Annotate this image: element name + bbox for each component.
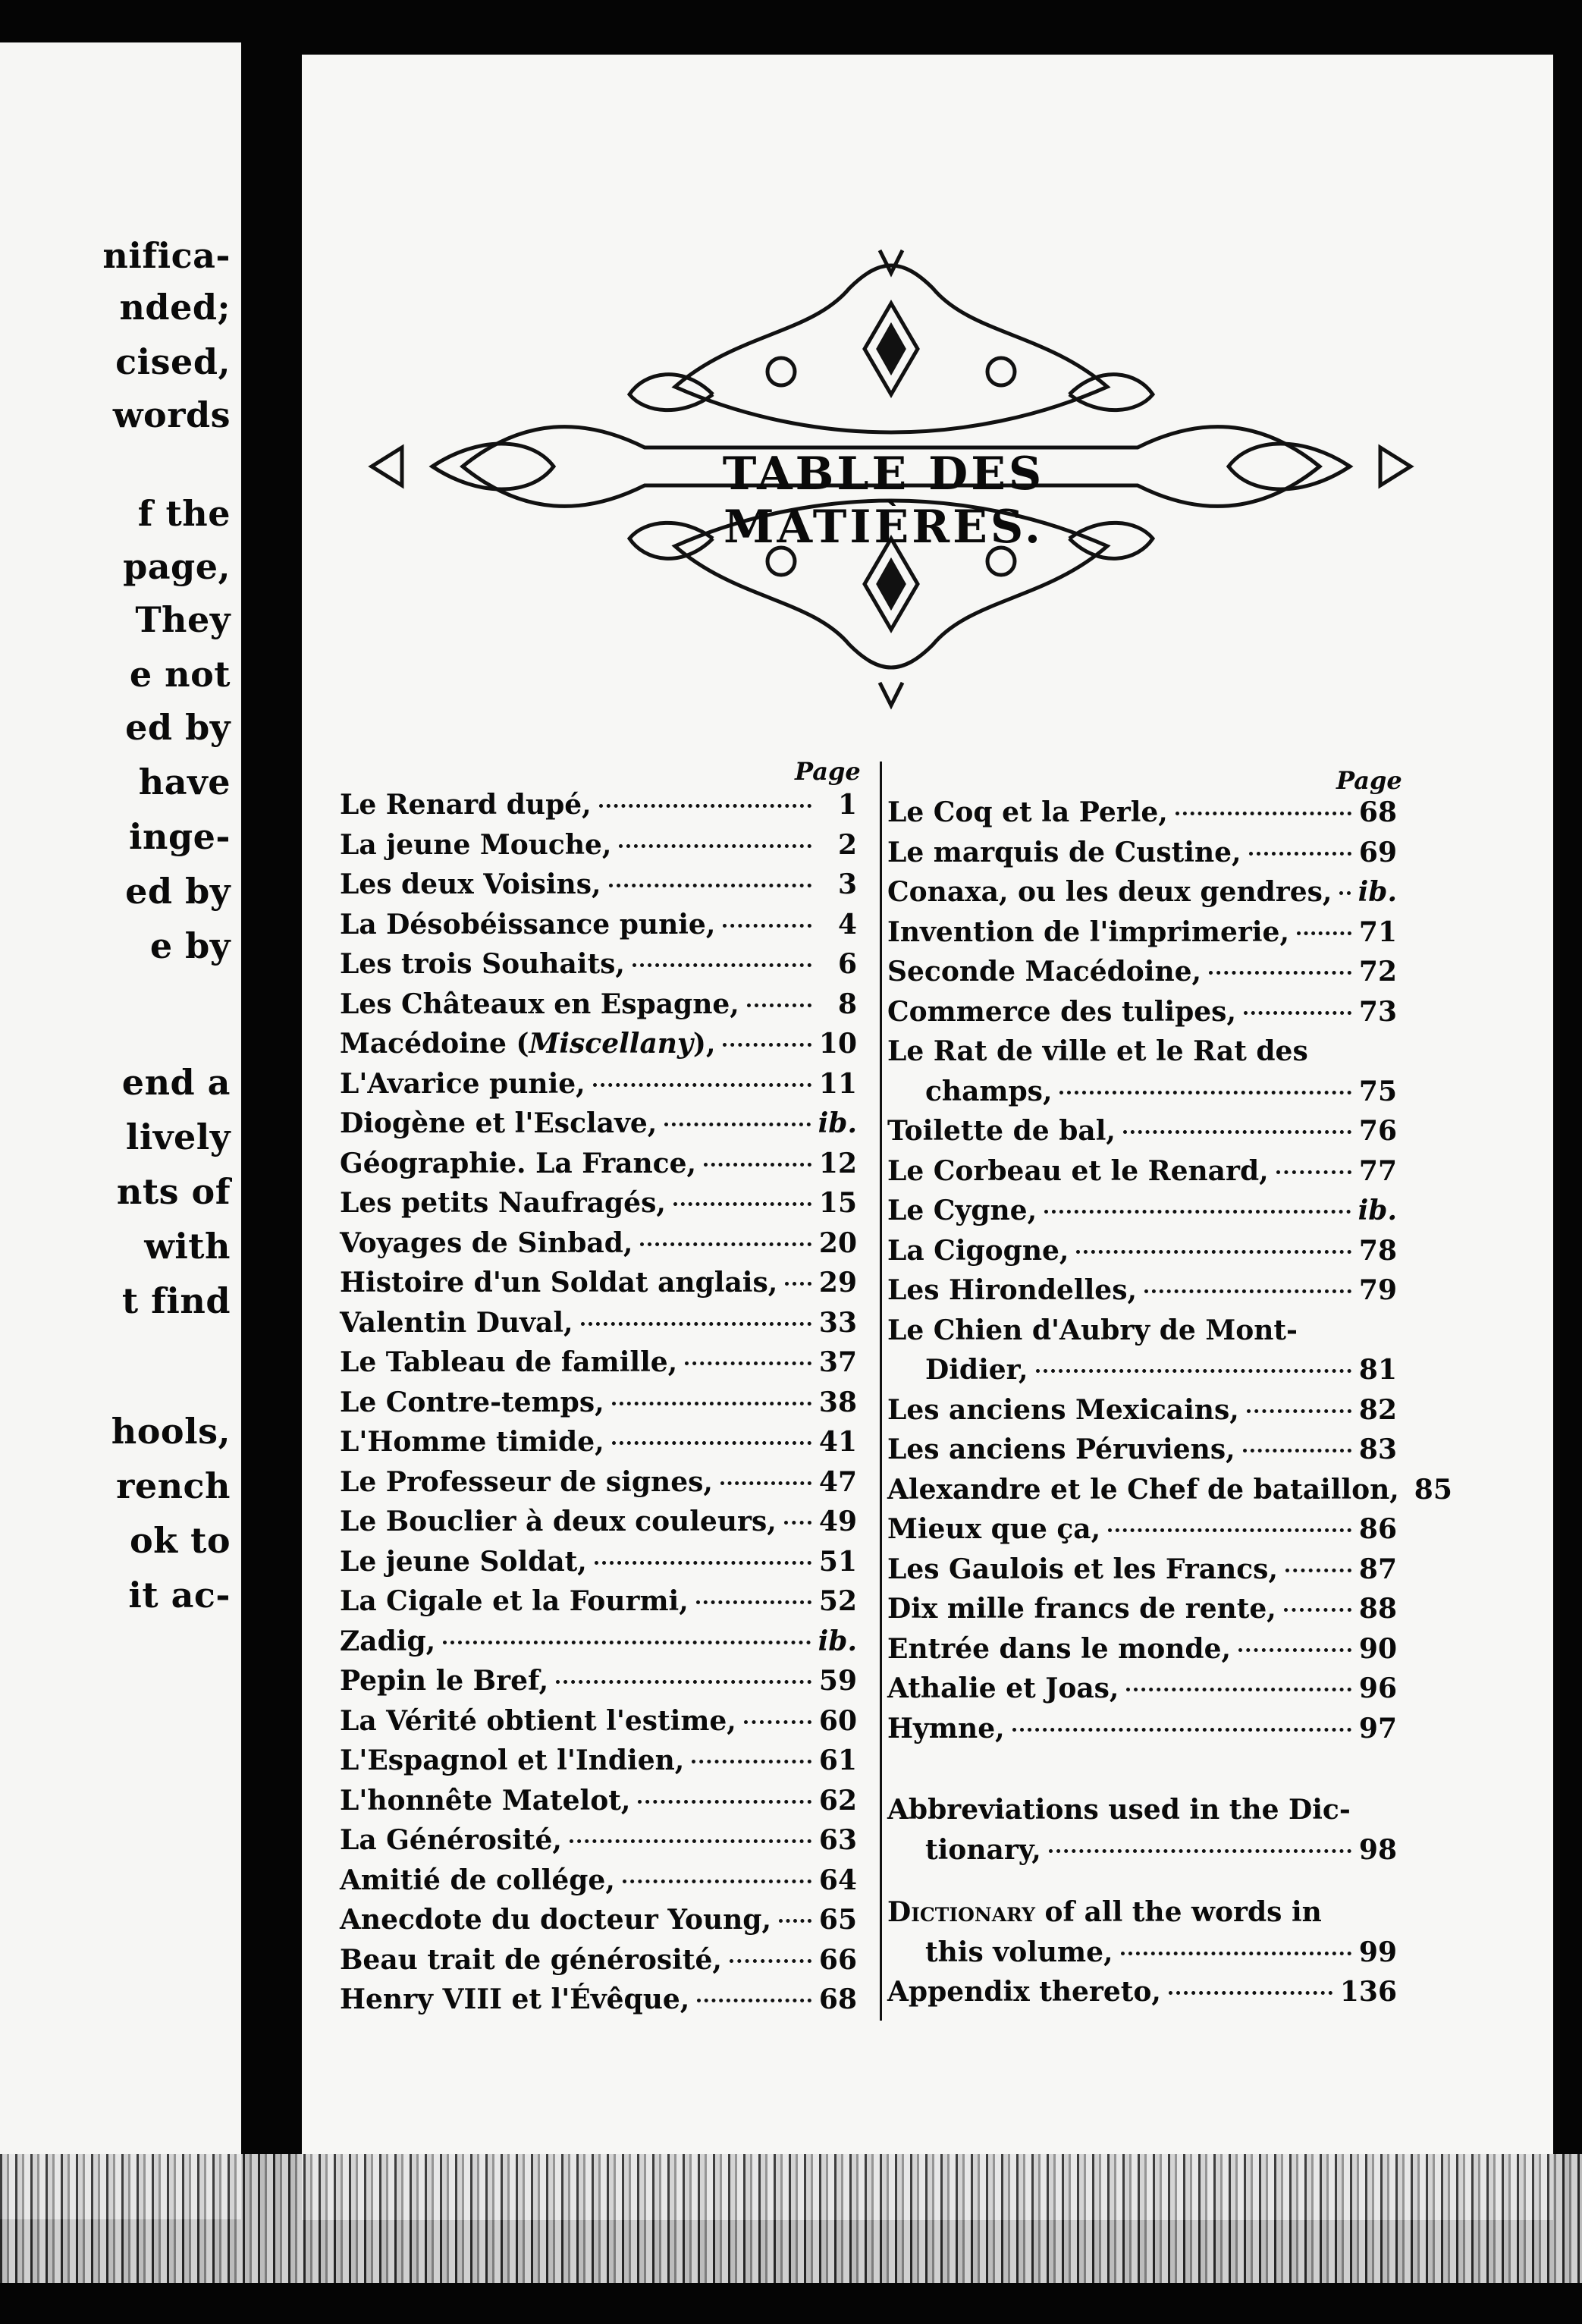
dot-leader	[1297, 931, 1351, 935]
toc-page-number: 96	[1358, 1672, 1397, 1704]
toc-entry	[340, 1466, 857, 1498]
toc-page-number: 2	[837, 828, 857, 861]
toc-entry	[887, 1593, 1397, 1625]
dot-leader	[673, 1202, 811, 1206]
dot-leader	[697, 1999, 811, 2002]
toc-page-number: ib.	[818, 1625, 857, 1657]
dot-leader	[704, 1163, 811, 1167]
facing-page-text-line: e by	[149, 925, 231, 966]
dot-leader	[1276, 1170, 1351, 1174]
facing-page-text-line: page,	[123, 546, 231, 587]
dot-leader	[1049, 1849, 1351, 1853]
toc-page-number: 15	[818, 1187, 857, 1219]
dot-leader	[1209, 971, 1351, 975]
dot-leader	[723, 1043, 811, 1047]
facing-page-text-line: lively	[125, 1116, 231, 1157]
toc-page-number: 47	[818, 1465, 857, 1498]
dot-leader	[570, 1839, 811, 1843]
toc-page-number: 79	[1358, 1274, 1397, 1306]
toc-entry	[340, 1625, 857, 1657]
toc-entry	[887, 1274, 1397, 1306]
toc-entry-title: Dix mille francs de rente,	[887, 1593, 1276, 1625]
toc-entry-title: L'honnête Matelot,	[340, 1784, 631, 1817]
facing-page-text-line: inge-	[129, 816, 231, 857]
dot-leader	[692, 1760, 811, 1763]
toc-entry-title: Diogène et l'Esclave,	[340, 1107, 658, 1139]
toc-entry-title: La Cigale et la Fourmi,	[340, 1585, 689, 1617]
facing-page-text-line: have	[138, 762, 231, 802]
toc-page-number: 62	[818, 1784, 857, 1817]
toc-entry-title: L'Homme timide,	[340, 1426, 604, 1458]
title-part: ),	[692, 1028, 716, 1060]
toc-entry-title: Mieux que ça,	[887, 1513, 1101, 1545]
facing-page-text-line: rench	[116, 1465, 231, 1506]
toc-entry	[925, 1834, 1397, 1866]
toc-entry	[887, 1394, 1397, 1426]
dot-leader	[443, 1641, 810, 1644]
dot-leader	[664, 1123, 810, 1126]
toc-page-number: 136	[1339, 1976, 1397, 2008]
toc-page-number: 41	[818, 1426, 857, 1458]
toc-entry	[340, 1585, 857, 1617]
facing-page-text-line: nts of	[116, 1171, 231, 1212]
toc-page-number: 97	[1358, 1712, 1397, 1745]
dot-leader	[638, 1800, 811, 1804]
toc-page-number: 73	[1358, 995, 1397, 1028]
page-gutter	[241, 0, 302, 2324]
toc-entry-title: La Générosité,	[340, 1824, 562, 1856]
toc-entry-title: Histoire d'un Soldat anglais,	[340, 1267, 778, 1299]
toc-page-number: 85	[1414, 1473, 1452, 1506]
toc-page-number: 83	[1358, 1434, 1397, 1465]
toc-entry	[340, 1387, 857, 1418]
toc-page-number: 86	[1358, 1513, 1397, 1545]
toc-entry-title: Les anciens Péruviens,	[887, 1434, 1235, 1465]
toc-page-number: 4	[837, 908, 857, 941]
dot-leader	[1285, 1569, 1351, 1572]
toc-page-number: 90	[1358, 1632, 1397, 1665]
toc-entry	[340, 789, 857, 821]
dot-leader	[593, 1083, 811, 1087]
toc-entry	[340, 1267, 857, 1299]
toc-entry	[887, 996, 1397, 1028]
title-part: Macédoine (	[340, 1028, 529, 1060]
toc-page-number: 64	[818, 1864, 857, 1896]
toc-entry	[340, 1227, 857, 1259]
facing-page-text-line: nifica-	[102, 235, 231, 276]
toc-entry	[887, 837, 1397, 868]
toc-page-number: ib.	[1358, 876, 1397, 908]
toc-page-number: 78	[1358, 1234, 1397, 1267]
toc-entry-title: Entrée dans le monde,	[887, 1632, 1232, 1665]
toc-entry	[340, 1665, 857, 1697]
toc-page-number: 76	[1358, 1115, 1397, 1147]
toc-page-number: 77	[1358, 1154, 1397, 1187]
toc-entry	[340, 948, 857, 980]
toc-entry	[340, 1107, 857, 1139]
toc-entry-title: Anecdote du docteur Young,	[340, 1904, 772, 1936]
scanner-edge	[0, 2154, 1582, 2283]
toc-entry-title: Beau trait de générosité,	[340, 1943, 722, 1976]
toc-page-number: 65	[818, 1904, 857, 1936]
toc-entry	[340, 1187, 857, 1219]
toc-entry-title: Le jeune Soldat,	[340, 1545, 587, 1578]
toc-entry-title: Le marquis de Custine,	[887, 836, 1241, 868]
toc-entry-title: Les trois Souhaits,	[340, 948, 625, 980]
toc-entry-title: Seconde Macédoine,	[887, 956, 1202, 988]
dot-leader	[1169, 1991, 1332, 1995]
dot-leader	[1036, 1369, 1351, 1373]
facing-page-text-line: it ac-	[128, 1575, 231, 1616]
title-italic-part: Miscellany	[529, 1028, 693, 1060]
dot-leader	[1339, 891, 1350, 895]
toc-page-number: 88	[1358, 1593, 1397, 1625]
toc-entry	[887, 1434, 1397, 1465]
toc-entry-title: this volume,	[925, 1936, 1113, 1968]
dot-leader	[612, 1441, 811, 1445]
toc-page-number: 52	[818, 1585, 857, 1617]
toc-entry	[887, 1115, 1397, 1147]
toc-entry	[340, 1824, 857, 1856]
toc-entry	[887, 1713, 1397, 1745]
facing-page-text-line: ed by	[125, 871, 231, 912]
toc-entry	[887, 1155, 1397, 1187]
toc-entry-title: Didier,	[925, 1354, 1028, 1386]
toc-entry	[340, 829, 857, 861]
toc-page-number: 8	[837, 988, 857, 1020]
toc-entry-title: Les Gaulois et les Francs,	[887, 1553, 1278, 1585]
dot-leader	[612, 1402, 811, 1405]
toc-entry	[925, 1076, 1397, 1107]
toc-entry-title: Le Tableau de famille,	[340, 1346, 678, 1378]
toc-entry-title: Le Renard dupé,	[340, 789, 592, 821]
column-divider	[880, 762, 882, 2021]
toc-entry-title: La Désobéissance punie,	[340, 908, 716, 941]
toc-entry	[340, 1426, 857, 1458]
toc-entry	[887, 1473, 1452, 1506]
dot-leader	[556, 1680, 811, 1684]
toc-entry	[340, 1346, 857, 1378]
toc-entry	[340, 1745, 857, 1776]
toc-entry-title: Le Coq et la Perle,	[887, 796, 1168, 828]
facing-page-text-line: They	[135, 599, 231, 640]
toc-entry-title: Hymne,	[887, 1712, 1005, 1745]
toc-page-number: 6	[837, 948, 857, 980]
toc-entry-title: Amitié de collége,	[340, 1864, 615, 1896]
toc-entry-title: Zadig,	[340, 1625, 436, 1657]
toc-entry-title: Commerce des tulipes,	[887, 995, 1236, 1028]
toc-entry-title: Pepin le Bref,	[340, 1665, 549, 1697]
dot-leader	[720, 1481, 811, 1485]
dot-leader	[1144, 1289, 1351, 1293]
toc-entry	[340, 1944, 857, 1976]
toc-entry-title: Alexandre et le Chef de bataillon,	[887, 1473, 1399, 1506]
toc-entry-title: Les Châteaux en Espagne,	[340, 988, 739, 1020]
toc-page-number: 12	[818, 1147, 857, 1179]
toc-page-number: 81	[1358, 1354, 1397, 1386]
dot-leader	[632, 963, 811, 967]
dot-leader	[1247, 1409, 1351, 1413]
toc-page-number: 98	[1358, 1833, 1397, 1866]
toc-entry	[887, 796, 1397, 828]
toc-page-number: 20	[818, 1226, 857, 1259]
toc-page-number: 82	[1358, 1393, 1397, 1426]
toc-entry	[887, 1553, 1397, 1585]
toc-entry-title: L'Avarice punie,	[340, 1067, 585, 1100]
toc-page-number: 68	[818, 1983, 857, 2015]
toc-page-number: 29	[818, 1267, 857, 1299]
toc-entry-title: Athalie et Joas,	[887, 1672, 1119, 1704]
dot-leader	[747, 1003, 811, 1007]
dot-leader	[1284, 1608, 1351, 1612]
toc-entry-title: Voyages de Sinbad,	[340, 1226, 633, 1259]
toc-page-number: 37	[818, 1346, 857, 1378]
toc-page-number: 3	[837, 868, 857, 900]
toc-entry-title: La Vérité obtient l'estime,	[340, 1704, 736, 1737]
dot-leader	[1243, 1449, 1351, 1452]
toc-entry-title-line	[887, 1896, 1322, 1928]
toc-page-number: 49	[818, 1506, 857, 1537]
dot-leader	[609, 884, 812, 887]
dot-leader	[581, 1322, 811, 1326]
toc-entry	[340, 1705, 857, 1737]
toc-entry	[340, 1506, 857, 1537]
toc-page-number: 51	[818, 1545, 857, 1578]
toc-entry	[340, 1546, 857, 1578]
toc-entry	[340, 1028, 857, 1060]
facing-page-text-line: cised,	[115, 341, 231, 382]
toc-entry-title: Géographie. La France,	[340, 1147, 697, 1179]
toc-page-number: 59	[818, 1665, 857, 1697]
toc-page-number: 75	[1358, 1075, 1397, 1107]
toc-entry-title: Les anciens Mexicains,	[887, 1393, 1239, 1426]
toc-entry-title: Le Cygne,	[887, 1195, 1037, 1226]
dot-leader	[1176, 812, 1351, 815]
toc-entry-title: Les deux Voisins,	[340, 868, 601, 900]
facing-page-text-line: ed by	[125, 707, 231, 748]
facing-page-text-line: end a	[121, 1062, 231, 1103]
title-smallcaps-part: Dictionary	[887, 1896, 1035, 1928]
toc-entry-title-line: Abbreviations used in the Dic-	[887, 1794, 1351, 1826]
toc-entry-title: Conaxa, ou les deux gendres,	[887, 876, 1332, 908]
toc-entry-title: tionary,	[925, 1833, 1041, 1866]
facing-page-text-line: hools,	[111, 1411, 231, 1452]
toc-page-number: 33	[818, 1306, 857, 1339]
left-column-page-header: Page	[795, 757, 861, 786]
toc-entry-title-line: Le Rat de ville et le Rat des	[887, 1035, 1308, 1067]
toc-entry	[887, 876, 1397, 908]
toc-page-number: 72	[1358, 956, 1397, 988]
dot-leader	[1121, 1952, 1351, 1955]
toc-page-number: 66	[818, 1943, 857, 1976]
dot-leader	[1044, 1210, 1351, 1214]
toc-entry-title: La jeune Mouche,	[340, 828, 612, 861]
dot-leader	[599, 804, 811, 808]
dot-leader	[1126, 1688, 1351, 1691]
toc-entry	[340, 1148, 857, 1179]
dot-leader	[744, 1720, 811, 1724]
facing-page-text-line: words	[112, 394, 231, 435]
toc-entry	[887, 1976, 1397, 2008]
toc-page-number: 71	[1358, 915, 1397, 948]
dot-leader	[1108, 1528, 1351, 1532]
toc-entry	[340, 909, 857, 941]
dot-leader	[1238, 1648, 1351, 1652]
toc-page-number: 61	[818, 1745, 857, 1776]
toc-page-number: ib.	[1358, 1195, 1397, 1226]
toc-entry	[887, 1513, 1397, 1545]
toc-page-number: 10	[818, 1028, 857, 1060]
toc-page-number: ib.	[818, 1107, 857, 1139]
toc-entry-title	[340, 1028, 715, 1060]
facing-page-text-line: ok to	[130, 1520, 231, 1561]
right-column-page-header: Page	[1336, 766, 1402, 795]
toc-entry	[340, 1864, 857, 1896]
toc-entry-title: Invention de l'imprimerie,	[887, 915, 1289, 948]
toc-page-number: 69	[1358, 836, 1397, 868]
dot-leader	[784, 1521, 811, 1525]
toc-entry-title: Appendix thereto,	[887, 1976, 1161, 2008]
facing-page-text-line: with	[144, 1226, 231, 1267]
toc-page-number: 99	[1358, 1936, 1397, 1968]
dot-leader	[640, 1242, 811, 1246]
toc-page-number: 87	[1358, 1553, 1397, 1585]
toc-entry	[887, 1672, 1397, 1704]
facing-page-text-line: f the	[137, 493, 231, 534]
dot-leader	[619, 844, 811, 848]
dot-leader	[1076, 1250, 1351, 1254]
toc-page-number: 68	[1358, 796, 1397, 828]
toc-page-number: 1	[837, 789, 857, 821]
toc-page-number: 63	[818, 1824, 857, 1856]
toc-entry	[340, 1983, 857, 2015]
facing-page-fragment	[0, 42, 241, 2219]
toc-entry	[340, 1307, 857, 1339]
title-part: of all the words in	[1035, 1896, 1322, 1928]
toc-entry	[340, 1904, 857, 1936]
toc-entry	[340, 1068, 857, 1100]
toc-entry	[887, 1235, 1397, 1267]
dot-leader	[595, 1561, 811, 1565]
dot-leader	[785, 1282, 811, 1286]
toc-entry-title: Les petits Naufragés,	[340, 1187, 666, 1219]
page-title: TABLE DES MATIÈRES.	[722, 448, 1045, 554]
toc-entry	[887, 916, 1397, 948]
toc-entry-title: La Cigogne,	[887, 1234, 1069, 1267]
toc-entry	[340, 988, 857, 1020]
toc-entry	[887, 1195, 1397, 1226]
toc-entry-title: Valentin Duval,	[340, 1306, 573, 1339]
toc-page-number: 38	[818, 1386, 857, 1418]
toc-page-number: 60	[818, 1704, 857, 1737]
facing-page-text-line: t find	[121, 1280, 231, 1321]
toc-entry	[887, 956, 1397, 988]
toc-entry-title: Henry VIII et l'Évêque,	[340, 1983, 690, 2015]
toc-entry-title: champs,	[925, 1075, 1053, 1107]
dot-leader	[779, 1919, 811, 1923]
dot-leader	[1059, 1091, 1351, 1094]
dot-leader	[685, 1361, 811, 1365]
toc-entry-title: Les Hirondelles,	[887, 1274, 1137, 1306]
dot-leader	[730, 1959, 811, 1963]
toc-entry	[340, 868, 857, 900]
toc-entry-title: L'Espagnol et l'Indien,	[340, 1745, 685, 1776]
dot-leader	[1012, 1728, 1351, 1732]
toc-entry-title-line: Le Chien d'Aubry de Mont-	[887, 1314, 1298, 1346]
dot-leader	[1244, 1011, 1351, 1015]
toc-entry	[925, 1354, 1397, 1386]
toc-entry-title: Toilette de bal,	[887, 1115, 1116, 1147]
dot-leader	[696, 1600, 811, 1604]
dot-leader	[1249, 852, 1351, 856]
dot-leader	[1123, 1130, 1351, 1134]
toc-page-number: 11	[818, 1067, 857, 1100]
toc-entry	[340, 1785, 857, 1817]
dot-leader	[723, 924, 811, 928]
toc-entry	[887, 1633, 1397, 1665]
toc-entry	[925, 1936, 1397, 1968]
toc-entry-title: Le Bouclier à deux couleurs,	[340, 1506, 777, 1537]
dot-leader	[623, 1880, 811, 1883]
facing-page-text-line: e not	[129, 654, 231, 695]
toc-entry-title: Le Contre-temps,	[340, 1386, 604, 1418]
toc-entry-title: Le Corbeau et le Renard,	[887, 1154, 1269, 1187]
facing-page-text-line: nded;	[119, 287, 231, 328]
toc-entry-title: Le Professeur de signes,	[340, 1465, 713, 1498]
